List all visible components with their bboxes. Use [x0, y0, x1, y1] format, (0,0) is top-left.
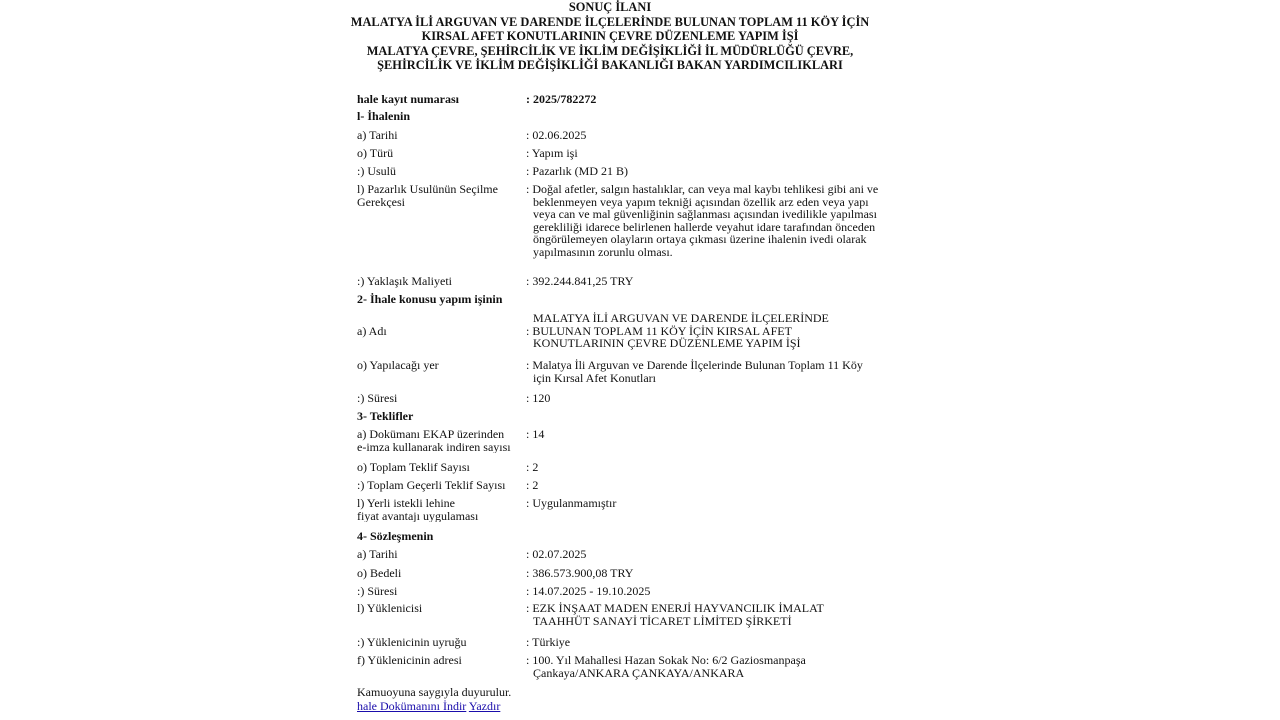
field-label-line: l) Pazarlık Usulünün Seçilme	[357, 183, 498, 196]
value-line: MALATYA İLİ ARGUVAN VE DARENDE İLÇELERİNDE	[533, 311, 829, 325]
field-label	[357, 183, 527, 208]
field-label: o) Bedeli	[357, 567, 402, 580]
field-value	[526, 602, 891, 627]
section-title: 4- Sözleşmenin	[357, 530, 434, 543]
field-value	[526, 359, 891, 384]
field-label-line: l) Yerli istekli lehine	[357, 497, 455, 510]
value-line: : EZK İNŞAAT MADEN ENERJİ HAYVANCILIK İMALAT	[526, 601, 824, 615]
field-value: : Yapım işi	[526, 146, 578, 160]
header-line-2: KIRSAL AFET KONUTLARININ ÇEVRE DÜZENLEME YAPIM İŞİ	[421, 29, 799, 44]
field-label-line: a) Dokümanı EKAP üzerinden	[357, 428, 505, 441]
footer	[357, 685, 511, 713]
value-line: : BULUNAN TOPLAM 11 KÖY İÇİN KIRSAL AFET	[526, 323, 792, 338]
value-line: Çankaya/ANKARA ÇANKAYA/ANKARA	[533, 665, 745, 680]
field-label: :) Süresi	[357, 392, 398, 405]
value-line: : Malatya İli Arguvan ve Darende İlçelerinde Bulunan Toplam 11 Köy	[526, 358, 863, 372]
field-value: : 386.573.900,08 TRY	[526, 566, 634, 580]
field-label: f) Yüklenicinin adresi	[357, 654, 462, 667]
field-label	[357, 428, 527, 453]
field-label: :) Usulü	[357, 165, 396, 178]
field-value: : 14.07.2025 - 19.10.2025	[526, 584, 651, 598]
field-label-line: fiyat avantajı uygulaması	[357, 508, 479, 522]
field-label: a) Tarihi	[357, 548, 398, 561]
field-label: :) Süresi	[357, 585, 398, 598]
field-label: o) Yapılacağı yer	[357, 359, 439, 372]
field-value: : 02.07.2025	[526, 547, 587, 561]
download-document-link[interactable]: hale Dokümanını İndir	[357, 699, 467, 713]
field-label-line: e-imza kullanarak indiren sayısı	[357, 439, 511, 453]
kayit-label: hale kayıt numarası	[357, 93, 460, 106]
field-value	[526, 183, 891, 258]
value-line: beklenmeyen veya yapım tekniği açısından özellik arz eden veya yapı	[533, 194, 869, 209]
value-line: yapılmasının zorunlu olması.	[533, 244, 673, 259]
field-value: : 120	[526, 391, 551, 405]
field-value: : 2	[526, 460, 539, 474]
field-label: a) Tarihi	[357, 129, 398, 142]
header-line-title: SONUÇ İLANI	[568, 0, 652, 14]
field-value: : Türkiye	[526, 635, 571, 649]
section-title: 3- Teklifler	[357, 410, 414, 423]
field-label: a) Adı	[357, 325, 387, 338]
footer-note: Kamuoyuna saygıyla duyurulur.	[357, 685, 512, 699]
field-label: o) Türü	[357, 147, 394, 160]
field-label: l) Yüklenicisi	[357, 602, 423, 615]
value-line: : 100. Yıl Mahallesi Hazan Sokak No: 6/2 Gaziosmanpaşa	[526, 653, 806, 667]
header-line-1: MALATYA İLİ ARGUVAN VE DARENDE İLÇELERİNDE BULUNAN TOPLAM 11 KÖY İÇİN	[350, 14, 870, 29]
value-line: gerekliliği idarece belirlenen hallerde veyahut idare tarafından önceden	[533, 219, 876, 234]
kayit-value: : 2025/782272	[526, 92, 597, 106]
print-link[interactable]: Yazdır	[468, 699, 501, 713]
value-line: için Kırsal Afet Konutları	[533, 370, 656, 385]
field-label: :) Yaklaşık Maliyeti	[357, 275, 452, 288]
value-line: TAAHHÜT SANAYİ TİCARET LİMİTED ŞİRKETİ	[533, 613, 792, 628]
section-title: l- İhalenin	[357, 110, 411, 123]
field-value	[526, 312, 891, 350]
field-value: : 392.244.841,25 TRY	[526, 274, 634, 288]
value-line: : Doğal afetler, salgın hastalıklar, can veya mal kaybı tehlikesi gibi ani ve	[526, 182, 879, 196]
value-line: KONUTLARININ ÇEVRE DÜZENLEME YAPIM İŞİ	[533, 336, 801, 350]
field-value: : Pazarlık (MD 21 B)	[526, 164, 628, 178]
field-label-line: Gerekçesi	[357, 194, 405, 208]
section-title: 2- İhale konusu yapım işinin	[357, 293, 503, 306]
header-line-3: MALATYA ÇEVRE, ŞEHİRCİLİK VE İKLİM DEĞİŞİKLİĞİ İL MÜDÜRLÜĞÜ ÇEVRE,	[366, 43, 854, 58]
field-value: : 2	[526, 478, 539, 492]
field-value	[526, 654, 891, 679]
field-label: o) Toplam Teklif Sayısı	[357, 461, 470, 474]
field-label	[357, 497, 527, 522]
field-value: : 14	[526, 427, 545, 441]
footer-links	[357, 699, 511, 713]
field-value: : 02.06.2025	[526, 128, 587, 142]
field-label: :) Toplam Geçerli Teklif Sayısı	[357, 479, 506, 492]
field-label: :) Yüklenicinin uyruğu	[357, 636, 467, 649]
header-line-4: ŞEHİRCİLİK VE İKLİM DEĞİŞİKLİĞİ BAKANLIĞI BAKAN YARDIMCILIKLARI	[377, 58, 843, 73]
value-line: öngörülemeyen olayların ortaya çıkması üzerine ihalenin ivedi olarak	[533, 232, 867, 246]
value-line: veya can ve mal güvenliğinin sağlanması açısından ivedilikle yapılması	[533, 207, 877, 221]
field-value: : Uygulanmamıştır	[526, 496, 617, 510]
